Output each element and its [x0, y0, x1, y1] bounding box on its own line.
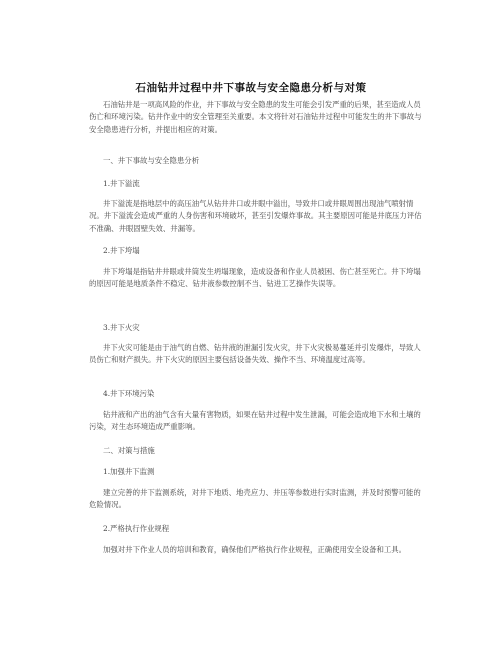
section-heading-measures: 二、对策与措施 [103, 446, 155, 455]
item-paragraph-pollution [89, 409, 423, 434]
document-title: 石油钻井过程中井下事故与安全隐患分析与对策 [135, 82, 367, 94]
section-heading-analysis: 一、井下事故与安全隐患分析 [103, 156, 200, 165]
item-text-collapse: 井下垮塌是指钻井井眼或井筒发生坍塌现象，造成设备和作业人员被困、伤亡甚至死亡。井下垮塌的原因可能是地质条件不稳定、钻井液参数控制不当、钻进工艺操作失误等。 [89, 267, 421, 289]
intro-paragraph [89, 99, 423, 136]
item-heading-procedures: 2.严格执行作业规程 [103, 524, 170, 533]
intro-text: 石油钻井是一项高风险的作业，井下事故与安全隐患的发生可能会引发严重的后果，甚至造成人员伤亡和环境污染。钻井作业中的安全管理至关重要。本文将针对石油钻井过程中可能发生的井下事故与安全隐患进行分析，并提出相应的对策。 [89, 100, 422, 134]
item-heading-fire: 3.井下火灾 [103, 323, 140, 332]
item-text-procedures: 加强对井下作业人员的培训和教育，确保他们严格执行作业规程，正确使用安全设备和工具。 [103, 545, 407, 554]
item-paragraph-collapse [89, 266, 423, 291]
item-paragraph-procedures [89, 544, 423, 556]
item-heading-monitoring: 1.加强井下监测 [103, 467, 155, 476]
item-paragraph-overflow [89, 198, 423, 235]
item-heading-collapse: 2.井下垮塌 [103, 246, 140, 255]
item-text-monitoring: 建立完善的井下监测系统，对井下地质、地壳应力、井压等参数进行实时监测，并及时预警可能的危险情况。 [89, 488, 421, 510]
item-heading-overflow: 1.井下溢流 [103, 179, 140, 188]
item-paragraph-fire [89, 342, 423, 367]
item-heading-pollution: 4.井下环境污染 [103, 389, 155, 398]
item-paragraph-monitoring [89, 487, 423, 512]
item-text-overflow: 井下溢流是指地层中的高压油气从钻井井口或井眼中溢出，导致井口或井眼周围出现油气喷射情况。井下溢流会造成严重的人身伤害和环境破坏，甚至引发爆炸事故。其主要原因可能是井底压力评估不准确、井眼固壁失效、井漏等。 [89, 199, 422, 233]
item-text-pollution: 钻井液和产出的油气含有大量有害物质，如果在钻井过程中发生泄漏，可能会造成地下水和土壤的污染，对生态环境造成严重影响。 [89, 410, 421, 432]
item-text-fire: 井下火灾可能是由于油气的自燃、钻井液的泄漏引发火灾，井下火灾极易蔓延并引发爆炸，导致人员伤亡和财产损失。井下火灾的原因主要包括设备失效、操作不当、环境温度过高等。 [89, 343, 421, 365]
